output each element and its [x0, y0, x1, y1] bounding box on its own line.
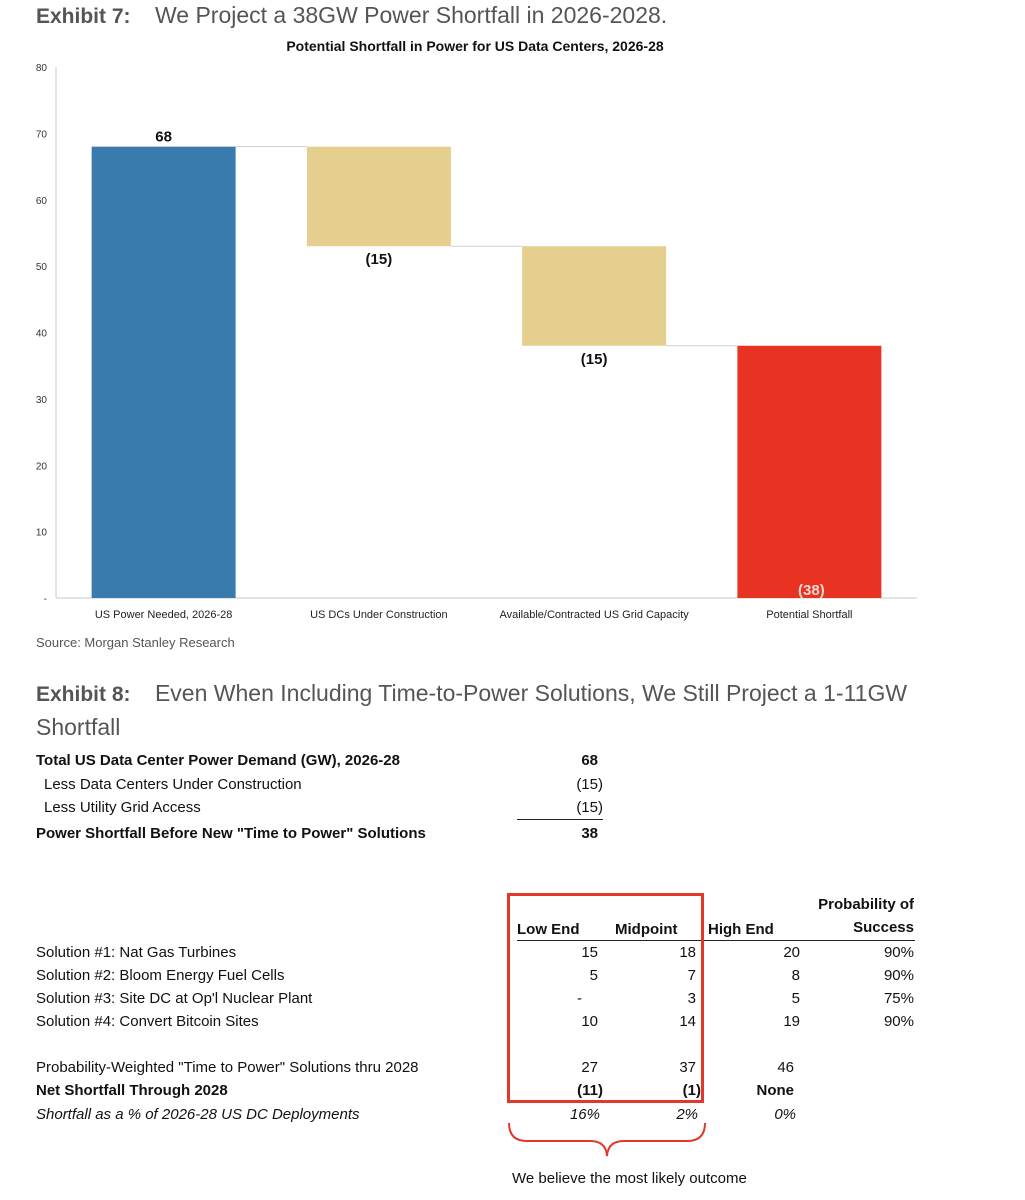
exhibit7-label: Exhibit 7:	[36, 5, 131, 28]
likely-outcome-highlight-box	[507, 893, 704, 1103]
solution-mid: 18	[679, 944, 696, 961]
summary-label-demand: Total US Data Center Power Demand (GW), 2026-28	[36, 752, 400, 769]
pct-mid: 2%	[676, 1106, 698, 1123]
solution-label: Solution #1: Nat Gas Turbines	[36, 944, 237, 961]
solution-low: 10	[581, 1013, 598, 1030]
solution-prob: 90%	[883, 1013, 914, 1030]
category-label: Available/Contracted US Grid Capacity	[499, 609, 689, 621]
summary-label-construction: Less Data Centers Under Construction	[44, 776, 302, 793]
summary-value-shortfall: 38	[581, 825, 598, 842]
solution-mid: 14	[679, 1013, 696, 1030]
header-low: Low End	[517, 921, 580, 938]
summary-underline	[517, 819, 603, 820]
solution-label: Solution #4: Convert Bitcoin Sites	[36, 1013, 259, 1030]
header-high: High End	[708, 921, 774, 938]
summary-label-shortfall: Power Shortfall Before New "Time to Power" Solutions	[36, 825, 426, 842]
net-shortfall-low: (11)	[577, 1082, 603, 1099]
exhibit8-header	[36, 680, 907, 707]
header-prob-line1: Probability of	[818, 896, 914, 913]
y-tick-label: 40	[35, 328, 47, 340]
solution-mid: 3	[687, 990, 696, 1007]
solution-low: 15	[581, 944, 598, 961]
data-label: 68	[155, 128, 172, 146]
header-mid: Midpoint	[615, 921, 678, 938]
exhibit8-title-line1: Even When Including Time-to-Power Solutions, We Still Project a 1-11GW	[154, 680, 908, 706]
solution-high: 8	[791, 967, 800, 984]
net-shortfall-label: Net Shortfall Through 2028	[36, 1082, 228, 1099]
solution-high: 19	[783, 1013, 800, 1030]
pct-label: Shortfall as a % of 2026-28 US DC Deployments	[36, 1106, 360, 1123]
net-shortfall-high: None	[756, 1082, 794, 1099]
y-tick-label: 50	[35, 262, 47, 274]
header-prob-line2: Success	[853, 919, 914, 936]
chart-title: Potential Shortfall in Power for US Data Centers, 2026-28	[286, 38, 664, 54]
y-tick-label: 10	[35, 527, 47, 539]
solution-high: 5	[791, 990, 800, 1007]
solution-prob: 90%	[883, 967, 914, 984]
summary-label-grid: Less Utility Grid Access	[44, 799, 201, 816]
weighted-mid: 37	[679, 1059, 696, 1076]
weighted-low: 27	[581, 1059, 598, 1076]
likely-outcome-annotation: We believe the most likely outcome	[512, 1170, 747, 1187]
solution-label: Solution #3: Site DC at Op'l Nuclear Plant	[36, 990, 313, 1007]
pct-low: 16%	[569, 1106, 600, 1123]
exhibit7-title: We Project a 38GW Power Shortfall in 2026-2028.	[154, 2, 668, 28]
category-label: US DCs Under Construction	[310, 609, 448, 621]
pct-high: 0%	[774, 1106, 796, 1123]
exhibit8-label: Exhibit 8:	[36, 683, 131, 706]
y-tick-label: 30	[35, 394, 47, 406]
summary-value-grid: (15)	[576, 799, 603, 816]
solution-high: 20	[783, 944, 800, 961]
y-tick-label: 80	[35, 63, 47, 74]
category-label: US Power Needed, 2026-28	[94, 609, 233, 621]
exhibit8-title-line2: Shortfall	[36, 714, 121, 740]
solution-low: -	[577, 990, 582, 1007]
y-tick-label: -	[43, 594, 47, 605]
bar-1	[92, 147, 236, 598]
solution-label: Solution #2: Bloom Energy Fuel Cells	[36, 967, 285, 984]
solution-mid: 7	[687, 967, 696, 984]
summary-value-demand: 68	[581, 752, 598, 769]
net-shortfall-mid: (1)	[682, 1082, 701, 1099]
weighted-label: Probability-Weighted "Time to Power" Solutions thru 2028	[36, 1059, 419, 1076]
data-label: (15)	[580, 350, 608, 368]
y-tick-label: 60	[35, 195, 47, 207]
likely-outcome-brace	[500, 1120, 715, 1168]
category-label: Potential Shortfall	[766, 609, 853, 621]
solution-low: 5	[589, 967, 598, 984]
bar-4	[737, 346, 881, 598]
data-label: (15)	[365, 251, 393, 269]
data-label: (38)	[798, 582, 825, 599]
solution-prob: 75%	[883, 990, 914, 1007]
solution-prob: 90%	[883, 944, 914, 961]
source-note: Source: Morgan Stanley Research	[36, 635, 235, 650]
weighted-high: 46	[777, 1059, 794, 1076]
bar-3	[522, 246, 666, 346]
y-tick-label: 70	[35, 129, 47, 141]
bar-2	[307, 147, 451, 247]
y-tick-label: 20	[35, 461, 47, 473]
summary-value-construction: (15)	[576, 776, 603, 793]
